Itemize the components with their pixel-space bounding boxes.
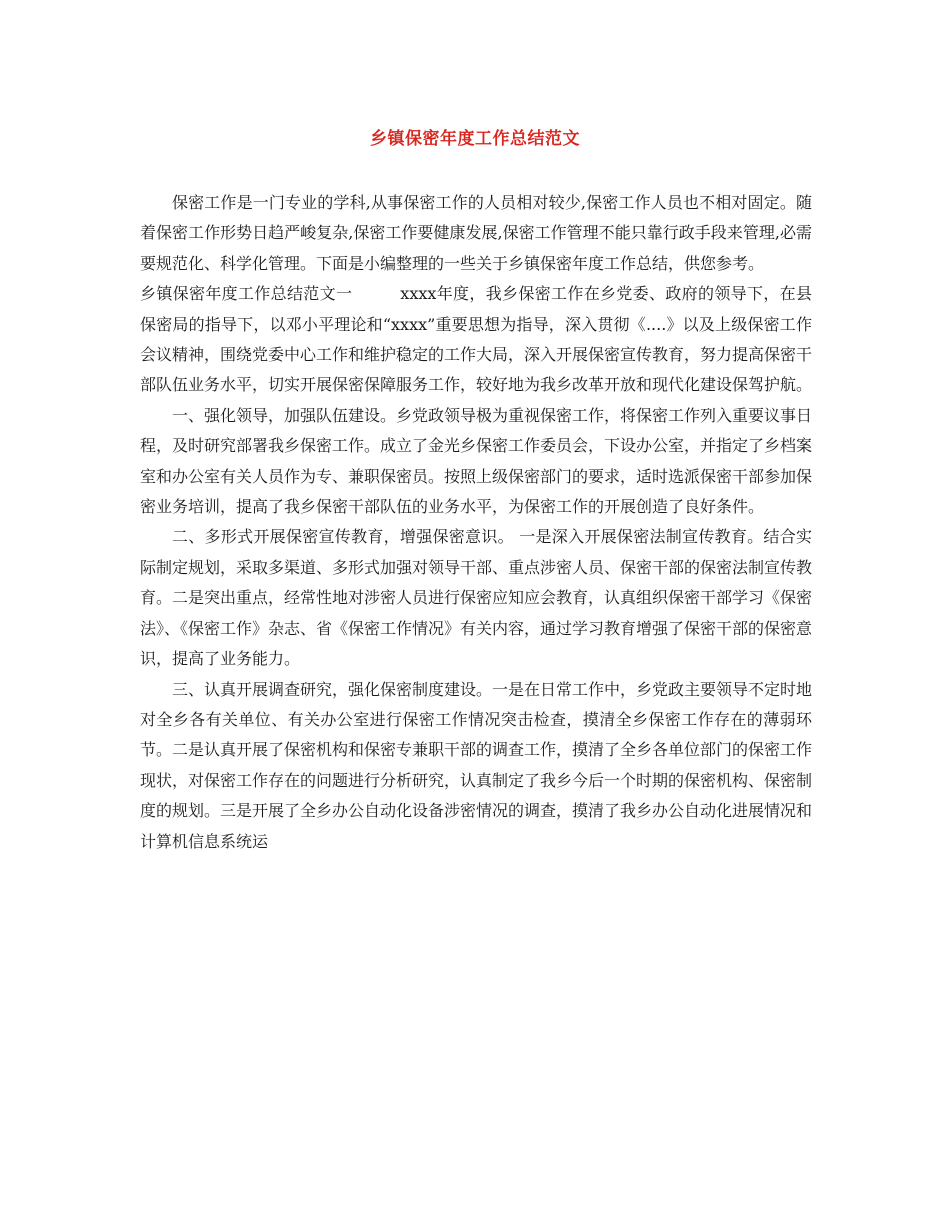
- document-title: 乡镇保密年度工作总结范文: [370, 129, 580, 149]
- section-3-paragraph: 三、认真开展调查研究，强化保密制度建设。一是在日常工作中，乡党政主要领导不定时地对全乡各有关单位、有关办公室进行保密工作情况突击检查，摸清全乡保密工作存在的薄弱环节。二是认真开展了保密机构和保密专兼职干部的调查工作，摸清了全乡各单位部门的保密工作现状，对保密工作存在的问题进行分析研究，认真制定了我乡今后一个时期的保密机构、保密制度的规划。三是开展了全乡办公自动化设备涉密情况的调查，摸清了我乡办公自动化进展情况和计算机信息系统运: [140, 679, 813, 851]
- intro-paragraph: 保密工作是一门专业的学科,从事保密工作的人员相对较少,保密工作人员也不相对固定。随着保密工作形势日趋严峻复杂,保密工作要健康发展,保密工作管理不能只靠行政手段来管理,必需要规范化、科学化管理。下面是小编整理的一些关于乡镇保密年度工作总结，供您参考。: [140, 193, 812, 273]
- document-body: [140, 188, 812, 857]
- sample-paragraph: [140, 279, 812, 401]
- section-2-paragraph: 二、多形式开展保密宣传教育，增强保密意识。 一是深入开展保密法制宣传教育。结合实际制定规划，采取多渠道、多形式加强对领导干部、重点涉密人员、保密干部的保密法制宣传教育。二是突出重点，经常性地对涉密人员进行保密应知应会教育，认真组织保密干部学习《保密法》、《保密工作》杂志、省《保密工作情况》有关内容，通过学习教育增强了保密干部的保密意识，提高了业务能力。: [140, 527, 813, 669]
- section-1-paragraph: 一、强化领导，加强队伍建设。乡党政领导极为重视保密工作，将保密工作列入重要议事日程，及时研究部署我乡保密工作。成立了金光乡保密工作委员会，下设办公室，并指定了乡档案室和办公室有关人员作为专、兼职保密员。按照上级保密部门的要求，适时选派保密干部参加保密业务培训，提高了我乡保密干部队伍的业务水平，为保密工作的开展创造了良好条件。: [140, 405, 813, 517]
- sample-opening-text: xxxx年度，我乡保密工作在乡党委、政府的领导下，在县保密局的指导下，以邓小平理论和“xxxx”重要思想为指导，深入贯彻《....》以及上级保密工作会议精神，围绕党委中心工作和维护稳定的工作大局，深入开展保密宣传教育，努力提高保密干部队伍业务水平，切实开展保密保障服务工作，较好地为我乡改革开放和现代化建设保驾护航。: [140, 284, 813, 395]
- sample-heading: 乡镇保密年度工作总结范文一: [140, 284, 353, 304]
